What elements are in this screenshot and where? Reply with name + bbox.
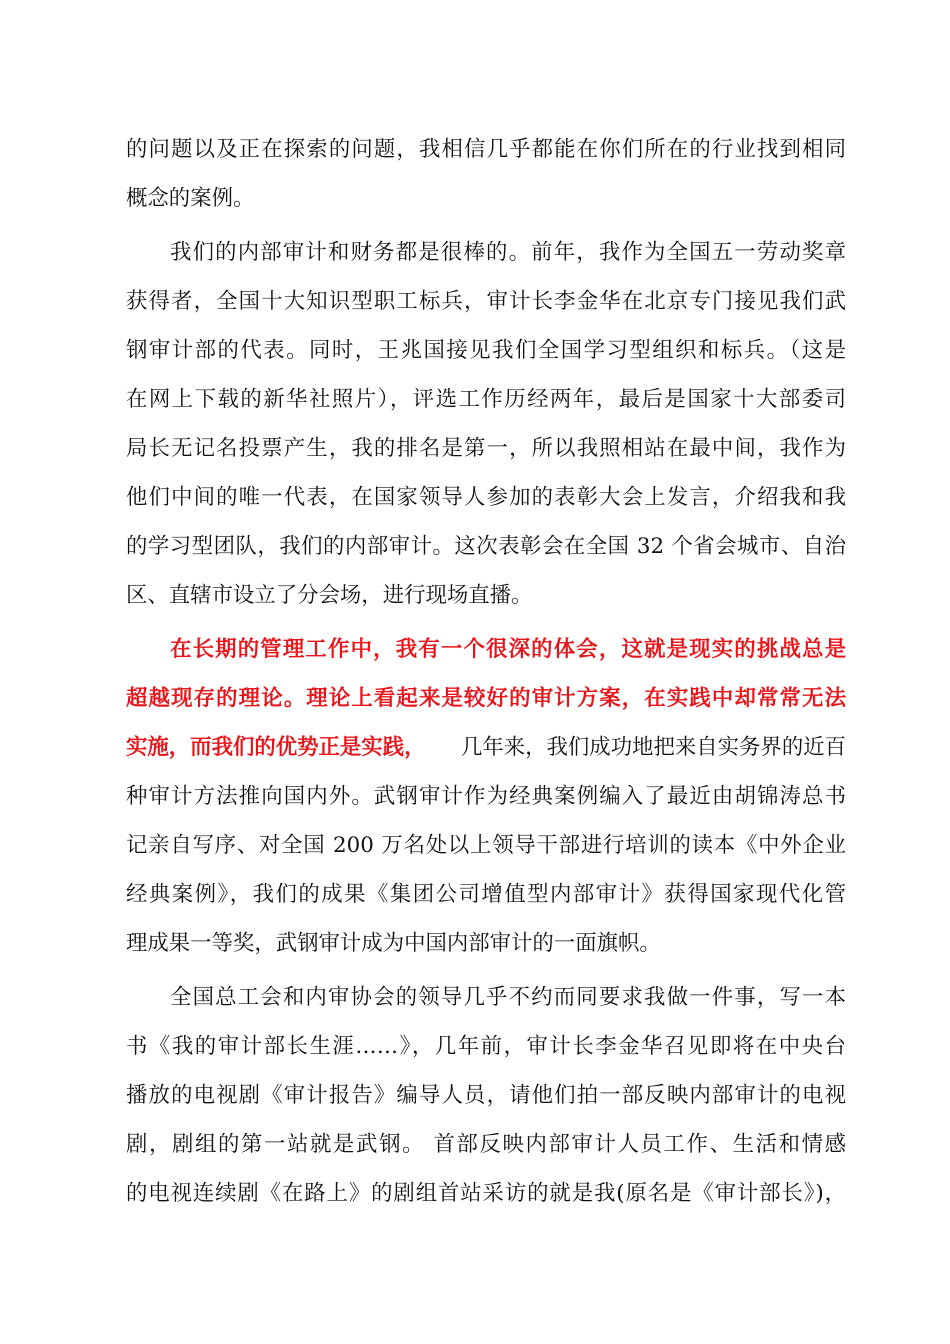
text-line: 的学习型团队，我们的内部审计。这次表彰会在全国 32 个省会城市、自治 [126, 534, 846, 559]
text-line: 他们中间的唯一代表，在国家领导人参加的表彰大会上发言，介绍我和我 [126, 485, 846, 510]
emphasis-text: 实施，而我们的优势正是实践， [126, 735, 426, 760]
text-line: 的电视连续剧《在路上》的剧组首站采访的就是我(原名是《审计部长》)， [126, 1181, 846, 1206]
text-line: 概念的案例。 [126, 186, 255, 211]
emphasis-line: 超越现存的理论。理论上看起来是较好的审计方案，在实践中却常常无法 [126, 686, 846, 711]
text-line: 种审计方法推向国内外。武钢审计作为经典案例编入了最近由胡锦涛总书 [126, 784, 846, 809]
text-line: 钢审计部的代表。同时，王兆国接见我们全国学习型组织和标兵。（这是 [126, 338, 846, 363]
text-line: 全国总工会和内审协会的领导几乎不约而同要求我做一件事，写一本 [170, 985, 846, 1010]
text-line: 获得者，全国十大知识型职工标兵，审计长李金华在北京专门接见我们武 [126, 289, 846, 314]
normal-text: 几年来，我们成功地把来自实务界的近百 [460, 735, 846, 760]
mixed-line [126, 728, 846, 768]
text-line: 经典案例》，我们的成果《集团公司增值型内部审计》获得国家现代化管 [126, 882, 846, 907]
text-line: 在网上下载的新华社照片），评选工作历经两年，最后是国家十大部委司 [126, 387, 846, 412]
text-line: 我们的内部审计和财务都是很棒的。前年，我作为全国五一劳动奖章 [170, 240, 846, 265]
text-line: 区、直辖市设立了分会场，进行现场直播。 [126, 583, 533, 608]
text-line: 局长无记名投票产生，我的排名是第一，所以我照相站在最中间，我作为 [126, 436, 846, 461]
emphasis-line: 在长期的管理工作中，我有一个很深的体会，这就是现实的挑战总是 [170, 637, 846, 662]
text-line: 理成果一等奖，武钢审计成为中国内部审计的一面旗帜。 [126, 931, 661, 956]
text-line: 播放的电视剧《审计报告》编导人员，请他们拍一部反映内部审计的电视 [126, 1083, 846, 1108]
text-line: 书《我的审计部长生涯……》，几年前，审计长李金华召见即将在中央台 [126, 1034, 846, 1059]
text-line: 的问题以及正在探索的问题，我相信几乎都能在你们所在的行业找到相同 [126, 137, 846, 162]
text-line: 记亲自写序、对全国 200 万名处以上领导干部进行培训的读本《中外企业 [126, 833, 846, 858]
text-line: 剧，剧组的第一站就是武钢。 首部反映内部审计人员工作、生活和情感 [126, 1132, 846, 1157]
